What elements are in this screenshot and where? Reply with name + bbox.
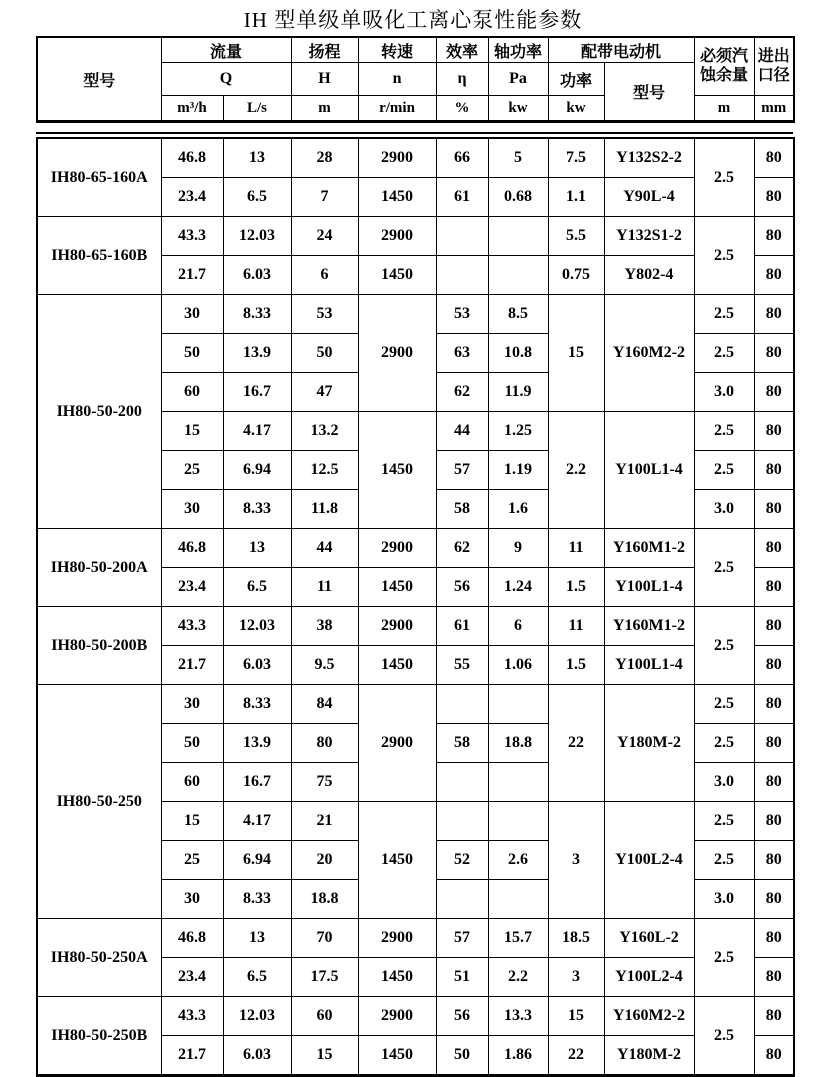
cell-pa: [488, 763, 548, 802]
cell-pa: 1.86: [488, 1036, 548, 1076]
header-npsh: [694, 37, 754, 96]
cell-n: 2900: [358, 295, 436, 412]
cell-pa: 0.68: [488, 178, 548, 217]
cell-motor: Y802-4: [604, 256, 694, 295]
cell-q1: 23.4: [161, 568, 223, 607]
cell-pa: [488, 217, 548, 256]
cell-port: 80: [754, 685, 794, 724]
header-motor-power: 功率: [548, 63, 604, 96]
cell-port: 80: [754, 295, 794, 334]
cell-npsh: 2.5: [694, 607, 754, 685]
cell-pkw: 1.5: [548, 646, 604, 685]
header-flow-symbol: Q: [161, 63, 291, 96]
cell-h: 60: [291, 997, 358, 1036]
cell-q1: 15: [161, 412, 223, 451]
cell-port: 80: [754, 451, 794, 490]
cell-pkw: 11: [548, 607, 604, 646]
cell-q2: 6.94: [223, 451, 291, 490]
cell-pa: [488, 880, 548, 919]
cell-eta: 61: [436, 607, 488, 646]
cell-model: IH80-50-200A: [37, 529, 161, 607]
cell-port: 80: [754, 529, 794, 568]
cell-model: IH80-50-250A: [37, 919, 161, 997]
cell-model: IH80-50-200B: [37, 607, 161, 685]
header-speed-symbol: n: [358, 63, 436, 96]
cell-h: 9.5: [291, 646, 358, 685]
cell-pa: 1.06: [488, 646, 548, 685]
cell-pa: [488, 256, 548, 295]
cell-h: 75: [291, 763, 358, 802]
cell-h: 80: [291, 724, 358, 763]
header-motor-model: 型号: [604, 63, 694, 122]
header-npsh-line2: 蚀余量: [700, 66, 749, 84]
header-port-line2: 口径: [757, 66, 790, 84]
cell-npsh: 3.0: [694, 763, 754, 802]
table-row: [37, 919, 794, 958]
cell-q2: 13: [223, 138, 291, 178]
header-shaft-power-unit: kw: [488, 96, 548, 122]
cell-npsh: 2.5: [694, 412, 754, 451]
cell-motor: Y160M2-2: [604, 997, 694, 1036]
cell-motor: Y160M1-2: [604, 607, 694, 646]
cell-pa: 8.5: [488, 295, 548, 334]
cell-port: 80: [754, 841, 794, 880]
cell-npsh: 2.5: [694, 685, 754, 724]
cell-pkw: 22: [548, 685, 604, 802]
cell-pa: 2.2: [488, 958, 548, 997]
cell-port: 80: [754, 997, 794, 1036]
cell-q1: 23.4: [161, 958, 223, 997]
cell-n: 1450: [358, 412, 436, 529]
cell-pa: 5: [488, 138, 548, 178]
header-table: [36, 36, 795, 123]
cell-model: IH80-50-200: [37, 295, 161, 529]
cell-q1: 21.7: [161, 646, 223, 685]
cell-eta: 57: [436, 919, 488, 958]
cell-port: 80: [754, 568, 794, 607]
cell-npsh: 3.0: [694, 373, 754, 412]
cell-pa: 9: [488, 529, 548, 568]
cell-q2: 4.17: [223, 412, 291, 451]
cell-npsh: 2.5: [694, 919, 754, 997]
cell-npsh: 3.0: [694, 880, 754, 919]
cell-npsh: 2.5: [694, 138, 754, 217]
table-row: [37, 685, 794, 724]
header-flow-unit-ls: L/s: [223, 96, 291, 122]
cell-npsh: 2.5: [694, 841, 754, 880]
cell-port: 80: [754, 412, 794, 451]
cell-pkw: 11: [548, 529, 604, 568]
cell-q1: 60: [161, 763, 223, 802]
cell-q2: 8.33: [223, 490, 291, 529]
header-efficiency-unit: %: [436, 96, 488, 122]
cell-pa: 1.19: [488, 451, 548, 490]
header-model: 型号: [37, 37, 161, 122]
cell-n: 1450: [358, 1036, 436, 1076]
cell-model: IH80-50-250B: [37, 997, 161, 1076]
cell-q2: 8.33: [223, 295, 291, 334]
cell-eta: 63: [436, 334, 488, 373]
cell-port: 80: [754, 958, 794, 997]
cell-port: 80: [754, 880, 794, 919]
cell-eta: 55: [436, 646, 488, 685]
cell-eta: 57: [436, 451, 488, 490]
cell-pkw: 0.75: [548, 256, 604, 295]
cell-pa: 1.25: [488, 412, 548, 451]
cell-h: 11.8: [291, 490, 358, 529]
cell-h: 47: [291, 373, 358, 412]
cell-n: 1450: [358, 958, 436, 997]
cell-eta: 52: [436, 841, 488, 880]
cell-q1: 46.8: [161, 138, 223, 178]
table-row: [37, 138, 794, 178]
cell-q2: 8.33: [223, 880, 291, 919]
cell-q1: 25: [161, 841, 223, 880]
cell-h: 44: [291, 529, 358, 568]
cell-h: 15: [291, 1036, 358, 1076]
cell-pa: 2.6: [488, 841, 548, 880]
cell-h: 53: [291, 295, 358, 334]
cell-q1: 15: [161, 802, 223, 841]
cell-eta: [436, 217, 488, 256]
header-flow-unit-m3h: m³/h: [161, 96, 223, 122]
cell-n: 1450: [358, 802, 436, 919]
cell-port: 80: [754, 919, 794, 958]
cell-pkw: 7.5: [548, 138, 604, 178]
cell-q2: 12.03: [223, 217, 291, 256]
cell-n: 1450: [358, 178, 436, 217]
cell-port: 80: [754, 646, 794, 685]
cell-pa: 11.9: [488, 373, 548, 412]
cell-port: 80: [754, 256, 794, 295]
cell-h: 24: [291, 217, 358, 256]
cell-model: IH80-65-160A: [37, 138, 161, 217]
cell-q2: 8.33: [223, 685, 291, 724]
cell-h: 7: [291, 178, 358, 217]
table-row: [37, 529, 794, 568]
header-flow: 流量: [161, 37, 291, 63]
header-port: [754, 37, 794, 96]
cell-motor: Y180M-2: [604, 685, 694, 802]
cell-q2: 6.5: [223, 958, 291, 997]
cell-port: 80: [754, 802, 794, 841]
cell-q2: 6.03: [223, 1036, 291, 1076]
cell-pkw: 1.5: [548, 568, 604, 607]
data-table: [36, 137, 795, 1077]
cell-q1: 43.3: [161, 997, 223, 1036]
cell-npsh: 2.5: [694, 724, 754, 763]
cell-pa: [488, 685, 548, 724]
cell-port: 80: [754, 217, 794, 256]
cell-q1: 30: [161, 685, 223, 724]
cell-port: 80: [754, 1036, 794, 1076]
cell-n: 2900: [358, 685, 436, 802]
cell-q2: 16.7: [223, 763, 291, 802]
header-port-unit: mm: [754, 96, 794, 122]
header-motor: 配带电动机: [548, 37, 694, 63]
cell-h: 28: [291, 138, 358, 178]
cell-eta: [436, 685, 488, 724]
header-motor-power-unit: kw: [548, 96, 604, 122]
cell-pkw: 3: [548, 802, 604, 919]
cell-h: 38: [291, 607, 358, 646]
cell-port: 80: [754, 724, 794, 763]
cell-h: 13.2: [291, 412, 358, 451]
cell-q1: 46.8: [161, 919, 223, 958]
cell-pa: 15.7: [488, 919, 548, 958]
cell-port: 80: [754, 138, 794, 178]
cell-pkw: 5.5: [548, 217, 604, 256]
cell-eta: 56: [436, 997, 488, 1036]
cell-q1: 21.7: [161, 1036, 223, 1076]
table-row: [37, 217, 794, 256]
cell-motor: Y180M-2: [604, 1036, 694, 1076]
cell-pkw: 15: [548, 295, 604, 412]
cell-model: IH80-65-160B: [37, 217, 161, 295]
cell-q1: 46.8: [161, 529, 223, 568]
cell-pkw: 18.5: [548, 919, 604, 958]
header-port-line1: 进出: [757, 48, 790, 66]
cell-q2: 13.9: [223, 334, 291, 373]
header-shaft-power: 轴功率: [488, 37, 548, 63]
cell-motor: Y132S1-2: [604, 217, 694, 256]
cell-pa: 18.8: [488, 724, 548, 763]
cell-npsh: 3.0: [694, 490, 754, 529]
cell-model: IH80-50-250: [37, 685, 161, 919]
cell-npsh: 2.5: [694, 529, 754, 607]
table-row: [37, 997, 794, 1036]
cell-motor: Y160L-2: [604, 919, 694, 958]
table-row: [37, 295, 794, 334]
header-shaft-power-symbol: Pa: [488, 63, 548, 96]
cell-eta: [436, 802, 488, 841]
cell-eta: 62: [436, 529, 488, 568]
cell-pkw: 1.1: [548, 178, 604, 217]
header-efficiency-symbol: η: [436, 63, 488, 96]
cell-npsh: 2.5: [694, 295, 754, 334]
cell-q2: 13: [223, 529, 291, 568]
cell-n: 2900: [358, 217, 436, 256]
cell-n: 2900: [358, 607, 436, 646]
cell-q1: 60: [161, 373, 223, 412]
header-row-1: [37, 37, 794, 63]
header-speed-unit: r/min: [358, 96, 436, 122]
cell-n: 2900: [358, 529, 436, 568]
cell-pa: [488, 802, 548, 841]
cell-pkw: 15: [548, 997, 604, 1036]
cell-h: 6: [291, 256, 358, 295]
cell-eta: 44: [436, 412, 488, 451]
cell-eta: 56: [436, 568, 488, 607]
cell-q1: 23.4: [161, 178, 223, 217]
cell-pkw: 22: [548, 1036, 604, 1076]
cell-q1: 25: [161, 451, 223, 490]
cell-port: 80: [754, 607, 794, 646]
cell-q2: 13: [223, 919, 291, 958]
cell-eta: [436, 763, 488, 802]
cell-h: 20: [291, 841, 358, 880]
cell-motor: Y160M2-2: [604, 295, 694, 412]
cell-q2: 13.9: [223, 724, 291, 763]
cell-q1: 21.7: [161, 256, 223, 295]
cell-n: 1450: [358, 646, 436, 685]
cell-h: 21: [291, 802, 358, 841]
cell-h: 84: [291, 685, 358, 724]
cell-pa: 1.6: [488, 490, 548, 529]
cell-q1: 43.3: [161, 217, 223, 256]
header-npsh-unit: m: [694, 96, 754, 122]
cell-n: 1450: [358, 256, 436, 295]
cell-n: 2900: [358, 997, 436, 1036]
cell-h: 70: [291, 919, 358, 958]
cell-eta: 61: [436, 178, 488, 217]
cell-q2: 6.03: [223, 256, 291, 295]
cell-h: 12.5: [291, 451, 358, 490]
cell-n: 2900: [358, 138, 436, 178]
header-npsh-line1: 必须汽: [700, 48, 749, 66]
cell-eta: 58: [436, 490, 488, 529]
cell-h: 18.8: [291, 880, 358, 919]
cell-pa: 10.8: [488, 334, 548, 373]
cell-q1: 30: [161, 880, 223, 919]
cell-q2: 6.03: [223, 646, 291, 685]
cell-eta: 62: [436, 373, 488, 412]
cell-eta: 53: [436, 295, 488, 334]
cell-pkw: 2.2: [548, 412, 604, 529]
cell-npsh: 2.5: [694, 334, 754, 373]
cell-port: 80: [754, 178, 794, 217]
cell-port: 80: [754, 763, 794, 802]
cell-eta: [436, 256, 488, 295]
cell-q1: 50: [161, 724, 223, 763]
cell-motor: Y100L1-4: [604, 412, 694, 529]
cell-motor: Y90L-4: [604, 178, 694, 217]
header-head-unit: m: [291, 96, 358, 122]
cell-n: 2900: [358, 919, 436, 958]
cell-q1: 30: [161, 295, 223, 334]
header-efficiency: 效率: [436, 37, 488, 63]
cell-motor: Y132S2-2: [604, 138, 694, 178]
cell-npsh: 2.5: [694, 217, 754, 295]
cell-q1: 30: [161, 490, 223, 529]
page-title: IH 型单级单吸化工离心泵性能参数: [243, 8, 583, 32]
cell-pkw: 3: [548, 958, 604, 997]
cell-h: 11: [291, 568, 358, 607]
table-row: [37, 607, 794, 646]
cell-q2: 12.03: [223, 997, 291, 1036]
cell-eta: 50: [436, 1036, 488, 1076]
cell-motor: Y100L2-4: [604, 958, 694, 997]
header-head: 扬程: [291, 37, 358, 63]
cell-q2: 6.5: [223, 178, 291, 217]
cell-q2: 6.5: [223, 568, 291, 607]
cell-pa: 13.3: [488, 997, 548, 1036]
cell-eta: [436, 880, 488, 919]
cell-n: 1450: [358, 568, 436, 607]
cell-port: 80: [754, 373, 794, 412]
cell-port: 80: [754, 334, 794, 373]
cell-motor: Y100L1-4: [604, 646, 694, 685]
cell-port: 80: [754, 490, 794, 529]
cell-eta: 58: [436, 724, 488, 763]
cell-pa: 6: [488, 607, 548, 646]
cell-eta: 66: [436, 138, 488, 178]
table-area: [36, 36, 793, 1077]
cell-q2: 16.7: [223, 373, 291, 412]
cell-q1: 50: [161, 334, 223, 373]
cell-q2: 6.94: [223, 841, 291, 880]
header-head-symbol: H: [291, 63, 358, 96]
cell-eta: 51: [436, 958, 488, 997]
cell-motor: Y160M1-2: [604, 529, 694, 568]
cell-h: 50: [291, 334, 358, 373]
cell-q2: 4.17: [223, 802, 291, 841]
cell-motor: Y100L1-4: [604, 568, 694, 607]
cell-npsh: 2.5: [694, 802, 754, 841]
cell-npsh: 2.5: [694, 997, 754, 1076]
cell-pa: 1.24: [488, 568, 548, 607]
cell-npsh: 2.5: [694, 451, 754, 490]
cell-motor: Y100L2-4: [604, 802, 694, 919]
header-speed: 转速: [358, 37, 436, 63]
cell-h: 17.5: [291, 958, 358, 997]
body-table-wrap: [36, 132, 793, 1077]
cell-q1: 43.3: [161, 607, 223, 646]
cell-q2: 12.03: [223, 607, 291, 646]
